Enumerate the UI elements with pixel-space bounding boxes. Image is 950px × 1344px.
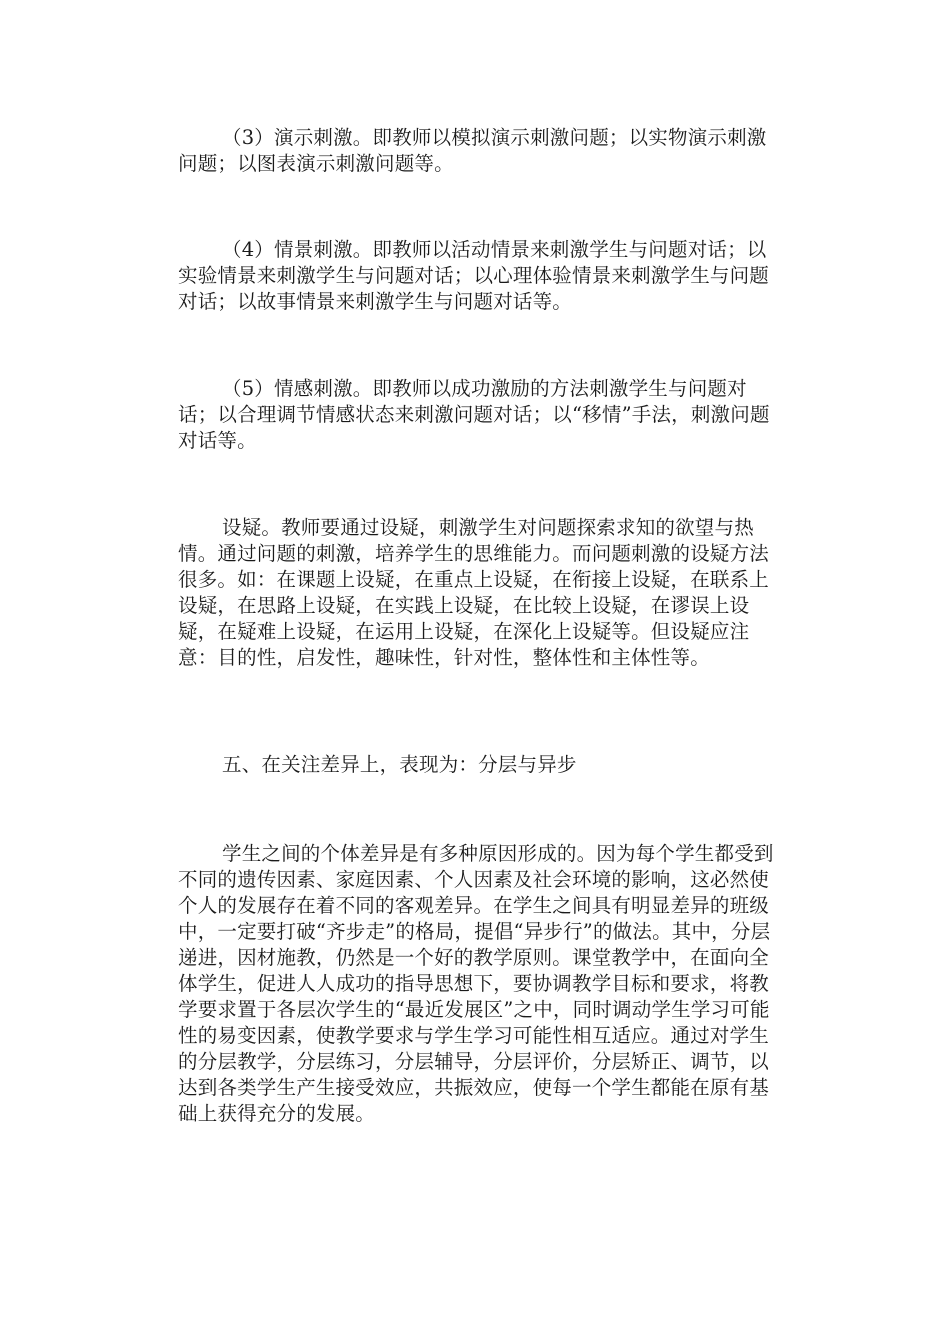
paragraph-individual-differences: 学生之间的个体差异是有多种原因形成的。因为每个学生都受到不同的遗传因素、家庭因素、个人因素及社会环境的影响，这必然使个人的发展存在着不同的客观差异。在学生之间具有明显差异的班级中，一定要打破“齐步走”的格局，提倡“异步行”的做法。其中，分层递进，因材施教，仍然是一个好的教学原则。课堂教学中，在面向全体学生，促进人人成功的指导思想下，要协调教学目标和要求，将教学要求置于各层次学生的“最近发展区”之中，同时调动学生学习可能性的易变因素，使教学要求与学生学习可能性相互适应。通过对学生的分层教学，分层练习，分层辅导，分层评价，分层矫正、调节，以达到各类学生产生接受效应，共振效应，使每一个学生都能在原有基础上获得充分的发展。 xyxy=(178,842,774,1125)
paragraph-demonstration-stimulus: （3）演示刺激。即教师以模拟演示刺激问题；以实物演示刺激问题；以图表演示刺激问题等。 xyxy=(178,126,767,175)
paragraph-emotion-stimulus: （5）情感刺激。即教师以成功激励的方法刺激学生与问题对话；以合理调节情感状态来刺激问题对话；以“移情”手法，刺激问题对话等。 xyxy=(178,377,770,452)
paragraph-situation-stimulus: （4）情景刺激。即教师以活动情景来刺激学生与问题对话；以实验情景来刺激学生与问题对话；以心理体验情景来刺激学生与问题对话；以故事情景来刺激学生与问题对话等。 xyxy=(178,238,770,313)
section-heading-differences: 五、在关注差异上，表现为：分层与异步 xyxy=(222,753,577,776)
paragraph-questioning: 设疑。教师要通过设疑，刺激学生对问题探索求知的欲望与热情。通过问题的刺激，培养学生的思维能力。而问题刺激的设疑方法很多。如：在课题上设疑，在重点上设疑，在衔接上设疑，在联系上设疑，在思路上设疑，在实践上设疑，在比较上设疑，在谬误上设疑，在疑难上设疑，在运用上设疑，在深化上设疑等。但设疑应注意：目的性，启发性，趣味性，针对性，整体性和主体性等。 xyxy=(178,516,770,669)
